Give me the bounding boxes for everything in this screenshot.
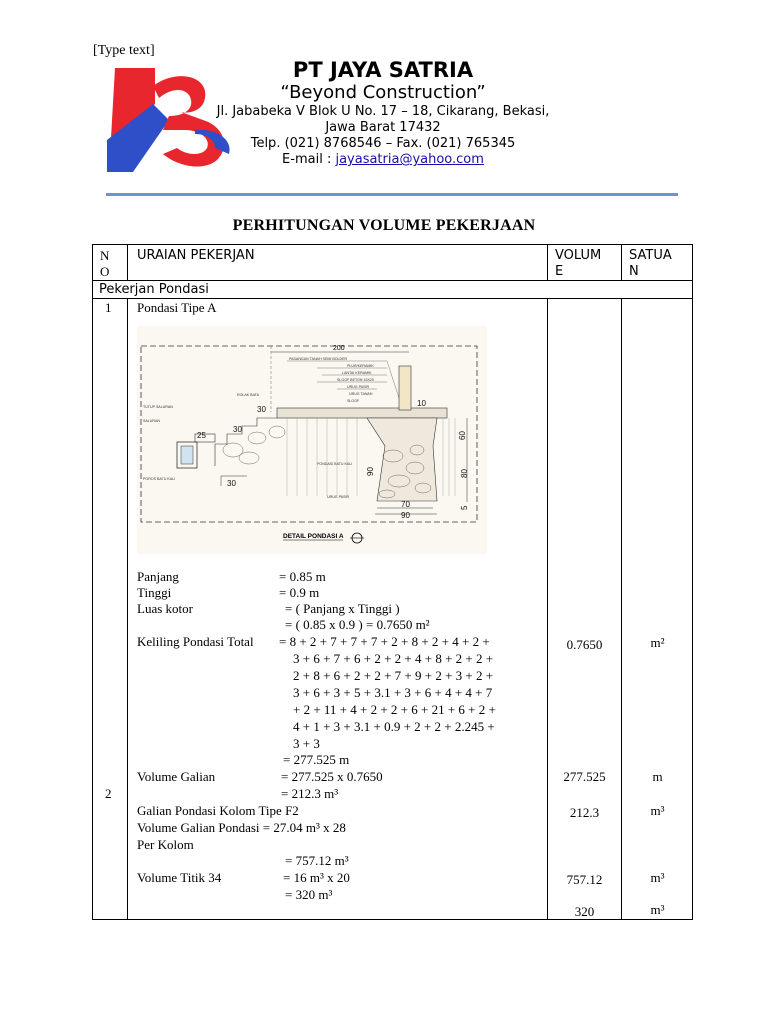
svg-text:SLOOF BETON 15X20: SLOOF BETON 15X20 [337, 378, 374, 382]
svg-text:30: 30 [227, 479, 236, 488]
svg-text:90: 90 [401, 511, 410, 520]
svg-text:30: 30 [257, 405, 266, 414]
document-title: PERHITUNGAN VOLUME PEKERJAAN [232, 217, 536, 234]
header-satuan: SATUA N [629, 248, 672, 279]
svg-text:70: 70 [401, 500, 410, 509]
svg-text:ROLAK BATA: ROLAK BATA [237, 393, 260, 397]
company-name: PT JAYA SATRIA [292, 58, 474, 82]
svg-text:80: 80 [460, 469, 469, 478]
email-line [200, 152, 566, 168]
header-divider [106, 193, 678, 196]
header-no: N O [100, 248, 110, 279]
calc-keliling-line: 3 + 6 + 3 + 5 + 3.1 + 3 + 6 + 4 + 4 + 7 [293, 685, 493, 700]
calc-keliling-line: + 2 + 11 + 4 + 2 + 2 + 6 + 21 + 6 + 2 + [293, 702, 496, 717]
calc-value-panjang: = 0.85 m [279, 569, 326, 584]
calc-keliling-line: 3 + 6 + 7 + 6 + 2 + 2 + 4 + 8 + 2 + 2 + [293, 651, 494, 666]
calc-volume-kolom-result: = 757.12 m³ [285, 853, 349, 868]
unit-value: m³ [650, 803, 665, 818]
svg-text:90: 90 [366, 467, 375, 476]
calc-label-keliling: Keliling Pondasi Total [137, 634, 254, 649]
calc-label-panjang: Panjang [137, 569, 179, 584]
calc-keliling-line: 3 + 3 [293, 736, 320, 751]
svg-text:60: 60 [458, 431, 467, 440]
volume-value: 0.7650 [566, 637, 603, 652]
svg-text:25: 25 [197, 431, 206, 440]
section-title: Pekerjan Pondasi [99, 282, 209, 297]
svg-text:200: 200 [333, 345, 345, 352]
calc-keliling-line: = 8 + 2 + 7 + 7 + 7 + 2 + 8 + 2 + 4 + 2 + [279, 634, 490, 649]
calc-value-galian: = 277.525 x 0.7650 [281, 769, 383, 784]
unit-value: m [652, 769, 663, 784]
volume-value: 320 [574, 904, 595, 919]
type-text-placeholder: [Type text] [93, 43, 155, 58]
volume-value: 212.3 [569, 805, 600, 820]
header-uraian: URAIAN PEKERJAN [137, 248, 255, 263]
svg-text:30: 30 [233, 425, 242, 434]
unit-value: m² [650, 635, 665, 650]
address-line-2: Jawa Barat 17432 [325, 120, 441, 135]
item-title: Galian Pondasi Kolom Tipe F2 [137, 803, 299, 818]
calc-titik-result: = 320 m³ [285, 887, 333, 902]
calc-label-tinggi: Tinggi [137, 585, 172, 600]
calc-label-galian: Volume Galian [137, 769, 216, 784]
svg-text:PONDASI BATU KALI: PONDASI BATU KALI [317, 462, 353, 466]
svg-text:SLOOF: SLOOF [347, 399, 360, 403]
calc-value-tinggi: = 0.9 m [279, 585, 320, 600]
svg-text:URUG PASIR: URUG PASIR [347, 385, 370, 389]
company-tagline: “Beyond Construction” [280, 82, 486, 103]
svg-text:10: 10 [417, 399, 426, 408]
svg-text:SALURAN: SALURAN [143, 419, 160, 423]
col-divider [127, 244, 128, 920]
row-divider [92, 298, 693, 299]
header-volume: VOLUM E [555, 248, 602, 279]
unit-value: m³ [650, 902, 665, 917]
svg-text:PLUR/KERAMIK: PLUR/KERAMIK [347, 364, 374, 368]
phone-fax-line: Telp. (021) 8768546 – Fax. (021) 765345 [250, 136, 516, 151]
svg-text:URUG TANAH: URUG TANAH [349, 392, 373, 396]
volume-value: 277.525 [563, 769, 606, 784]
calc-keliling-line: 2 + 8 + 6 + 2 + 2 + 7 + 9 + 2 + 3 + 2 + [293, 668, 494, 683]
email-link[interactable]: jayasatria@yahoo.com [335, 152, 484, 167]
calc-galian-result: = 212.3 m³ [281, 786, 339, 801]
calc-label-per-kolom: Per Kolom [137, 837, 194, 852]
calc-keliling-result: = 277.525 m [283, 752, 350, 767]
calc-keliling-line: 4 + 1 + 3 + 3.1 + 0.9 + 2 + 2 + 2.245 + [293, 719, 495, 734]
svg-text:POROS BATU KALI: POROS BATU KALI [143, 477, 176, 481]
item-title: Pondasi Tipe A [137, 300, 217, 315]
svg-text:TUTUP SALURAN: TUTUP SALURAN [143, 405, 173, 409]
svg-text:5: 5 [460, 505, 469, 510]
address-line-1: Jl. Jababeka V Blok U No. 17 – 18, Cikarang, Bekasi, [216, 104, 550, 119]
calc-value-titik: = 16 m³ x 20 [283, 870, 350, 885]
foundation-detail-drawing [137, 326, 487, 554]
calc-value-luas: = ( Panjang x Tinggi ) [285, 601, 400, 616]
svg-text:LANTAI KERAMIK: LANTAI KERAMIK [342, 371, 372, 375]
svg-text:URUG PASIR: URUG PASIR [327, 495, 350, 499]
calc-label-volume-galian-pondasi: Volume Galian Pondasi = 27.04 m³ x 28 [137, 820, 346, 835]
volume-value: 757.12 [566, 872, 603, 887]
svg-text:PASANGAN TANAH SEMI BOLDER: PASANGAN TANAH SEMI BOLDER [289, 357, 348, 361]
calc-label-titik: Volume Titik 34 [137, 870, 222, 885]
calc-value-luas-result: = ( 0.85 x 0.9 ) = 0.7650 m² [285, 617, 430, 632]
svg-text:DETAIL PONDASI A: DETAIL PONDASI A [283, 533, 344, 540]
item-number: 2 [105, 786, 112, 801]
email-prefix: E-mail : [282, 152, 336, 167]
unit-value: m³ [650, 870, 665, 885]
calc-label-luas: Luas kotor [137, 601, 193, 616]
item-number: 1 [105, 300, 112, 315]
